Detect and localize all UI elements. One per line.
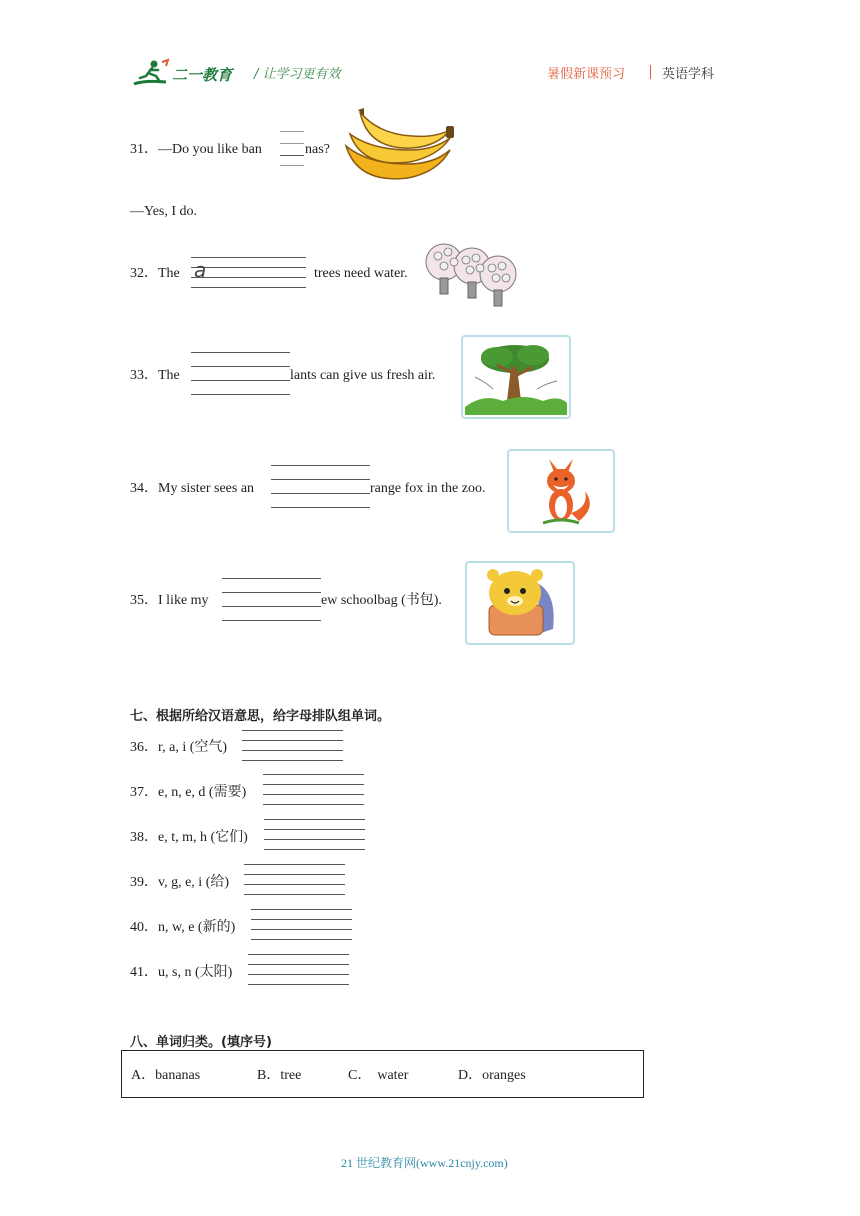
- option-word: water: [377, 1068, 409, 1083]
- answer-blank[interactable]: [271, 465, 370, 509]
- answer-blank[interactable]: [191, 257, 306, 289]
- question-text: u, s, n (太阳): [158, 965, 233, 980]
- question-41: [130, 964, 232, 982]
- option-label: B．: [257, 1068, 281, 1083]
- answer-line: —Yes, I do.: [130, 204, 198, 219]
- option-label: C．: [348, 1068, 372, 1083]
- question-33: [130, 367, 180, 385]
- question-34: [130, 480, 254, 498]
- option-word: bananas: [155, 1068, 201, 1083]
- question-text: v, g, e, i (给): [158, 875, 230, 890]
- question-number: 34．: [130, 481, 158, 496]
- option-word: tree: [280, 1068, 302, 1083]
- question-text-post: trees need water.: [314, 266, 408, 281]
- question-text-post: ew schoolbag (书包).: [321, 593, 442, 608]
- fox-picture-frame: [507, 449, 615, 533]
- question-text: e, n, e, d (需要): [158, 785, 247, 800]
- option-word: oranges: [482, 1068, 526, 1083]
- question-number: 36．: [130, 740, 158, 755]
- option-label: D．: [458, 1068, 483, 1083]
- question-39: [130, 874, 229, 892]
- option-label: A．: [131, 1068, 156, 1083]
- option-d: [458, 1067, 526, 1085]
- plant-picture-frame: [461, 335, 571, 419]
- question-31: [130, 141, 262, 159]
- question-36: [130, 739, 227, 757]
- question-text-pre: The: [158, 266, 180, 281]
- question-text-pre: My sister sees an: [158, 481, 255, 496]
- question-number: 35．: [130, 593, 158, 608]
- footer-text: 21 世纪教育网(www.21cnjy.com): [341, 1156, 508, 1170]
- word-options-box: [121, 1050, 644, 1098]
- option-b: [257, 1067, 301, 1085]
- question-37: [130, 784, 246, 802]
- answer-blank[interactable]: [264, 819, 365, 851]
- question-number: 37．: [130, 785, 158, 800]
- tree-image: [463, 337, 569, 417]
- question-number: 38．: [130, 830, 158, 845]
- question-number: 32．: [130, 266, 158, 281]
- option-c: [348, 1067, 408, 1085]
- answer-blank[interactable]: [251, 909, 352, 941]
- question-number: 31．: [130, 142, 158, 157]
- answer-blank[interactable]: [244, 864, 345, 896]
- trees-image: [424, 238, 520, 308]
- runner-logo-icon: [130, 58, 172, 88]
- answer-blank[interactable]: [263, 774, 364, 806]
- answer-blank[interactable]: [222, 578, 321, 622]
- answer-blank[interactable]: [248, 954, 349, 986]
- question-text-post: nas?: [305, 142, 330, 157]
- schoolbag-image: [467, 563, 573, 643]
- logo-text: 二一教育: [172, 66, 233, 84]
- question-number: 39．: [130, 875, 158, 890]
- answer-blank[interactable]: [280, 131, 304, 167]
- question-text-pre: I like my: [158, 593, 209, 608]
- question-number: 41．: [130, 965, 158, 980]
- question-text: r, a, i (空气): [158, 740, 228, 755]
- course-tag: 暑假新课预习: [547, 67, 626, 82]
- question-text: n, w, e (新的): [158, 920, 236, 935]
- question-text-post: lants can give us fresh air.: [290, 368, 436, 383]
- section-8-title: 八、单词归类。(填序号): [130, 1035, 272, 1050]
- hint-letter: a: [194, 258, 207, 282]
- question-35: [130, 592, 209, 610]
- question-number: 33．: [130, 368, 158, 383]
- schoolbag-picture-frame: [465, 561, 575, 645]
- header: [0, 0, 860, 100]
- question-text: e, t, m, h (它们): [158, 830, 248, 845]
- section-7-title: 七、根据所给汉语意思，给字母排队组单词。: [130, 709, 391, 724]
- bananas-image: [338, 106, 456, 188]
- header-divider: [650, 65, 651, 79]
- answer-blank[interactable]: [191, 352, 290, 396]
- option-a: [131, 1067, 200, 1085]
- question-38: [130, 829, 248, 847]
- subject-tag: 英语学科: [662, 67, 715, 82]
- question-text-pre: —Do you like ban: [158, 142, 262, 157]
- question-text-pre: The: [158, 368, 180, 383]
- question-32: [130, 265, 180, 283]
- fox-image: [509, 451, 613, 531]
- question-text-post: range fox in the zoo.: [370, 481, 486, 496]
- slogan: / 让学习更有效: [254, 67, 341, 82]
- question-40: [130, 919, 235, 937]
- answer-blank[interactable]: [242, 730, 343, 762]
- question-number: 40．: [130, 920, 158, 935]
